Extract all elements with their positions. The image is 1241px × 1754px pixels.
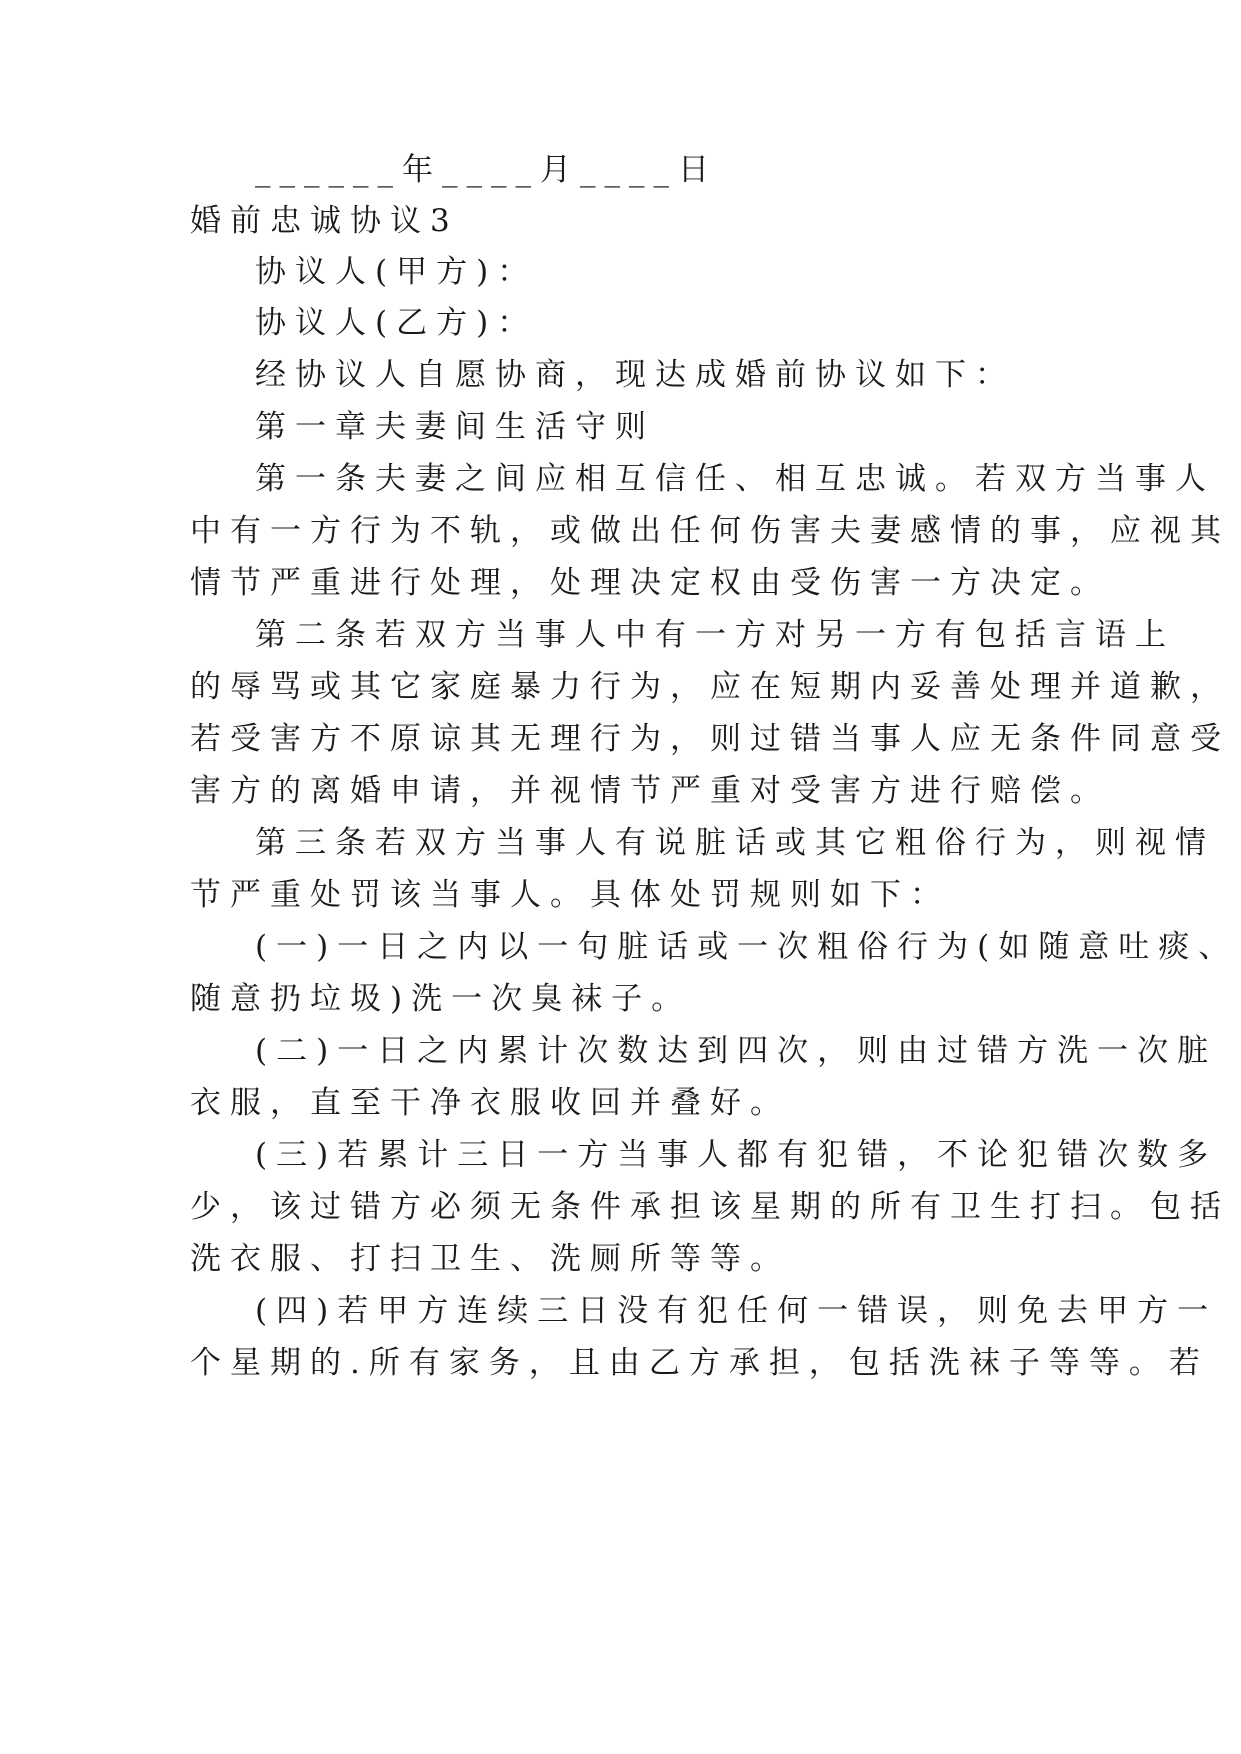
rule-1-line-1: (一)一日之内以一句脏话或一次粗俗行为(如随意吐痰、 [255,929,1239,965]
article-3-line-1: 第三条若双方当事人有说脏话或其它粗俗行为，则视情 [255,825,1215,861]
party-a-line: 协议人(甲方)： [255,254,538,290]
article-3-line-2: 节严重处罚该当事人。具体处罚规则如下： [190,877,950,913]
preamble-line: 经协议人自愿协商，现达成婚前协议如下： [255,357,1015,393]
article-1-line-1: 第一条夫妻之间应相互信任、相互忠诚。若双方当事人 [255,461,1215,497]
article-2-line-1: 第二条若双方当事人中有一方对另一方有包括言语上 [255,617,1175,653]
rule-3-line-1: (三)若累计三日一方当事人都有犯错，不论犯错次数多 [255,1137,1218,1173]
chapter-heading: 第一章夫妻间生活守则 [255,409,655,445]
rule-4-line-1: (四)若甲方连续三日没有犯任何一错误，则免去甲方一 [255,1293,1218,1329]
article-1-line-2: 中有一方行为不轨，或做出任何伤害夫妻感情的事，应视其 [190,513,1230,549]
rule-1-line-2: 随意扔垃圾)洗一次臭袜子。 [190,981,692,1017]
article-2-line-4: 害方的离婚申请，并视情节严重对受害方进行赔偿。 [190,773,1110,809]
rule-3-line-2: 少，该过错方必须无条件承担该星期的所有卫生打扫。包括 [190,1189,1230,1225]
date-line: ______年____月____日 [255,152,718,188]
document-title: 婚前忠诚协议3 [190,203,459,239]
rule-3-line-3: 洗衣服、打扫卫生、洗厕所等等。 [190,1241,790,1277]
article-2-line-2: 的辱骂或其它家庭暴力行为，应在短期内妥善处理并道歉， [190,669,1230,705]
party-b-line: 协议人(乙方)： [255,305,538,341]
rule-2-line-1: (二)一日之内累计次数达到四次，则由过错方洗一次脏 [255,1033,1218,1069]
article-1-line-3: 情节严重进行处理，处理决定权由受伤害一方决定。 [190,565,1110,601]
rule-2-line-2: 衣服，直至干净衣服收回并叠好。 [190,1085,790,1121]
article-2-line-3: 若受害方不原谅其无理行为，则过错当事人应无条件同意受 [190,721,1230,757]
rule-4-line-2: 个星期的.所有家务，且由乙方承担，包括洗袜子等等。若 [190,1345,1209,1381]
